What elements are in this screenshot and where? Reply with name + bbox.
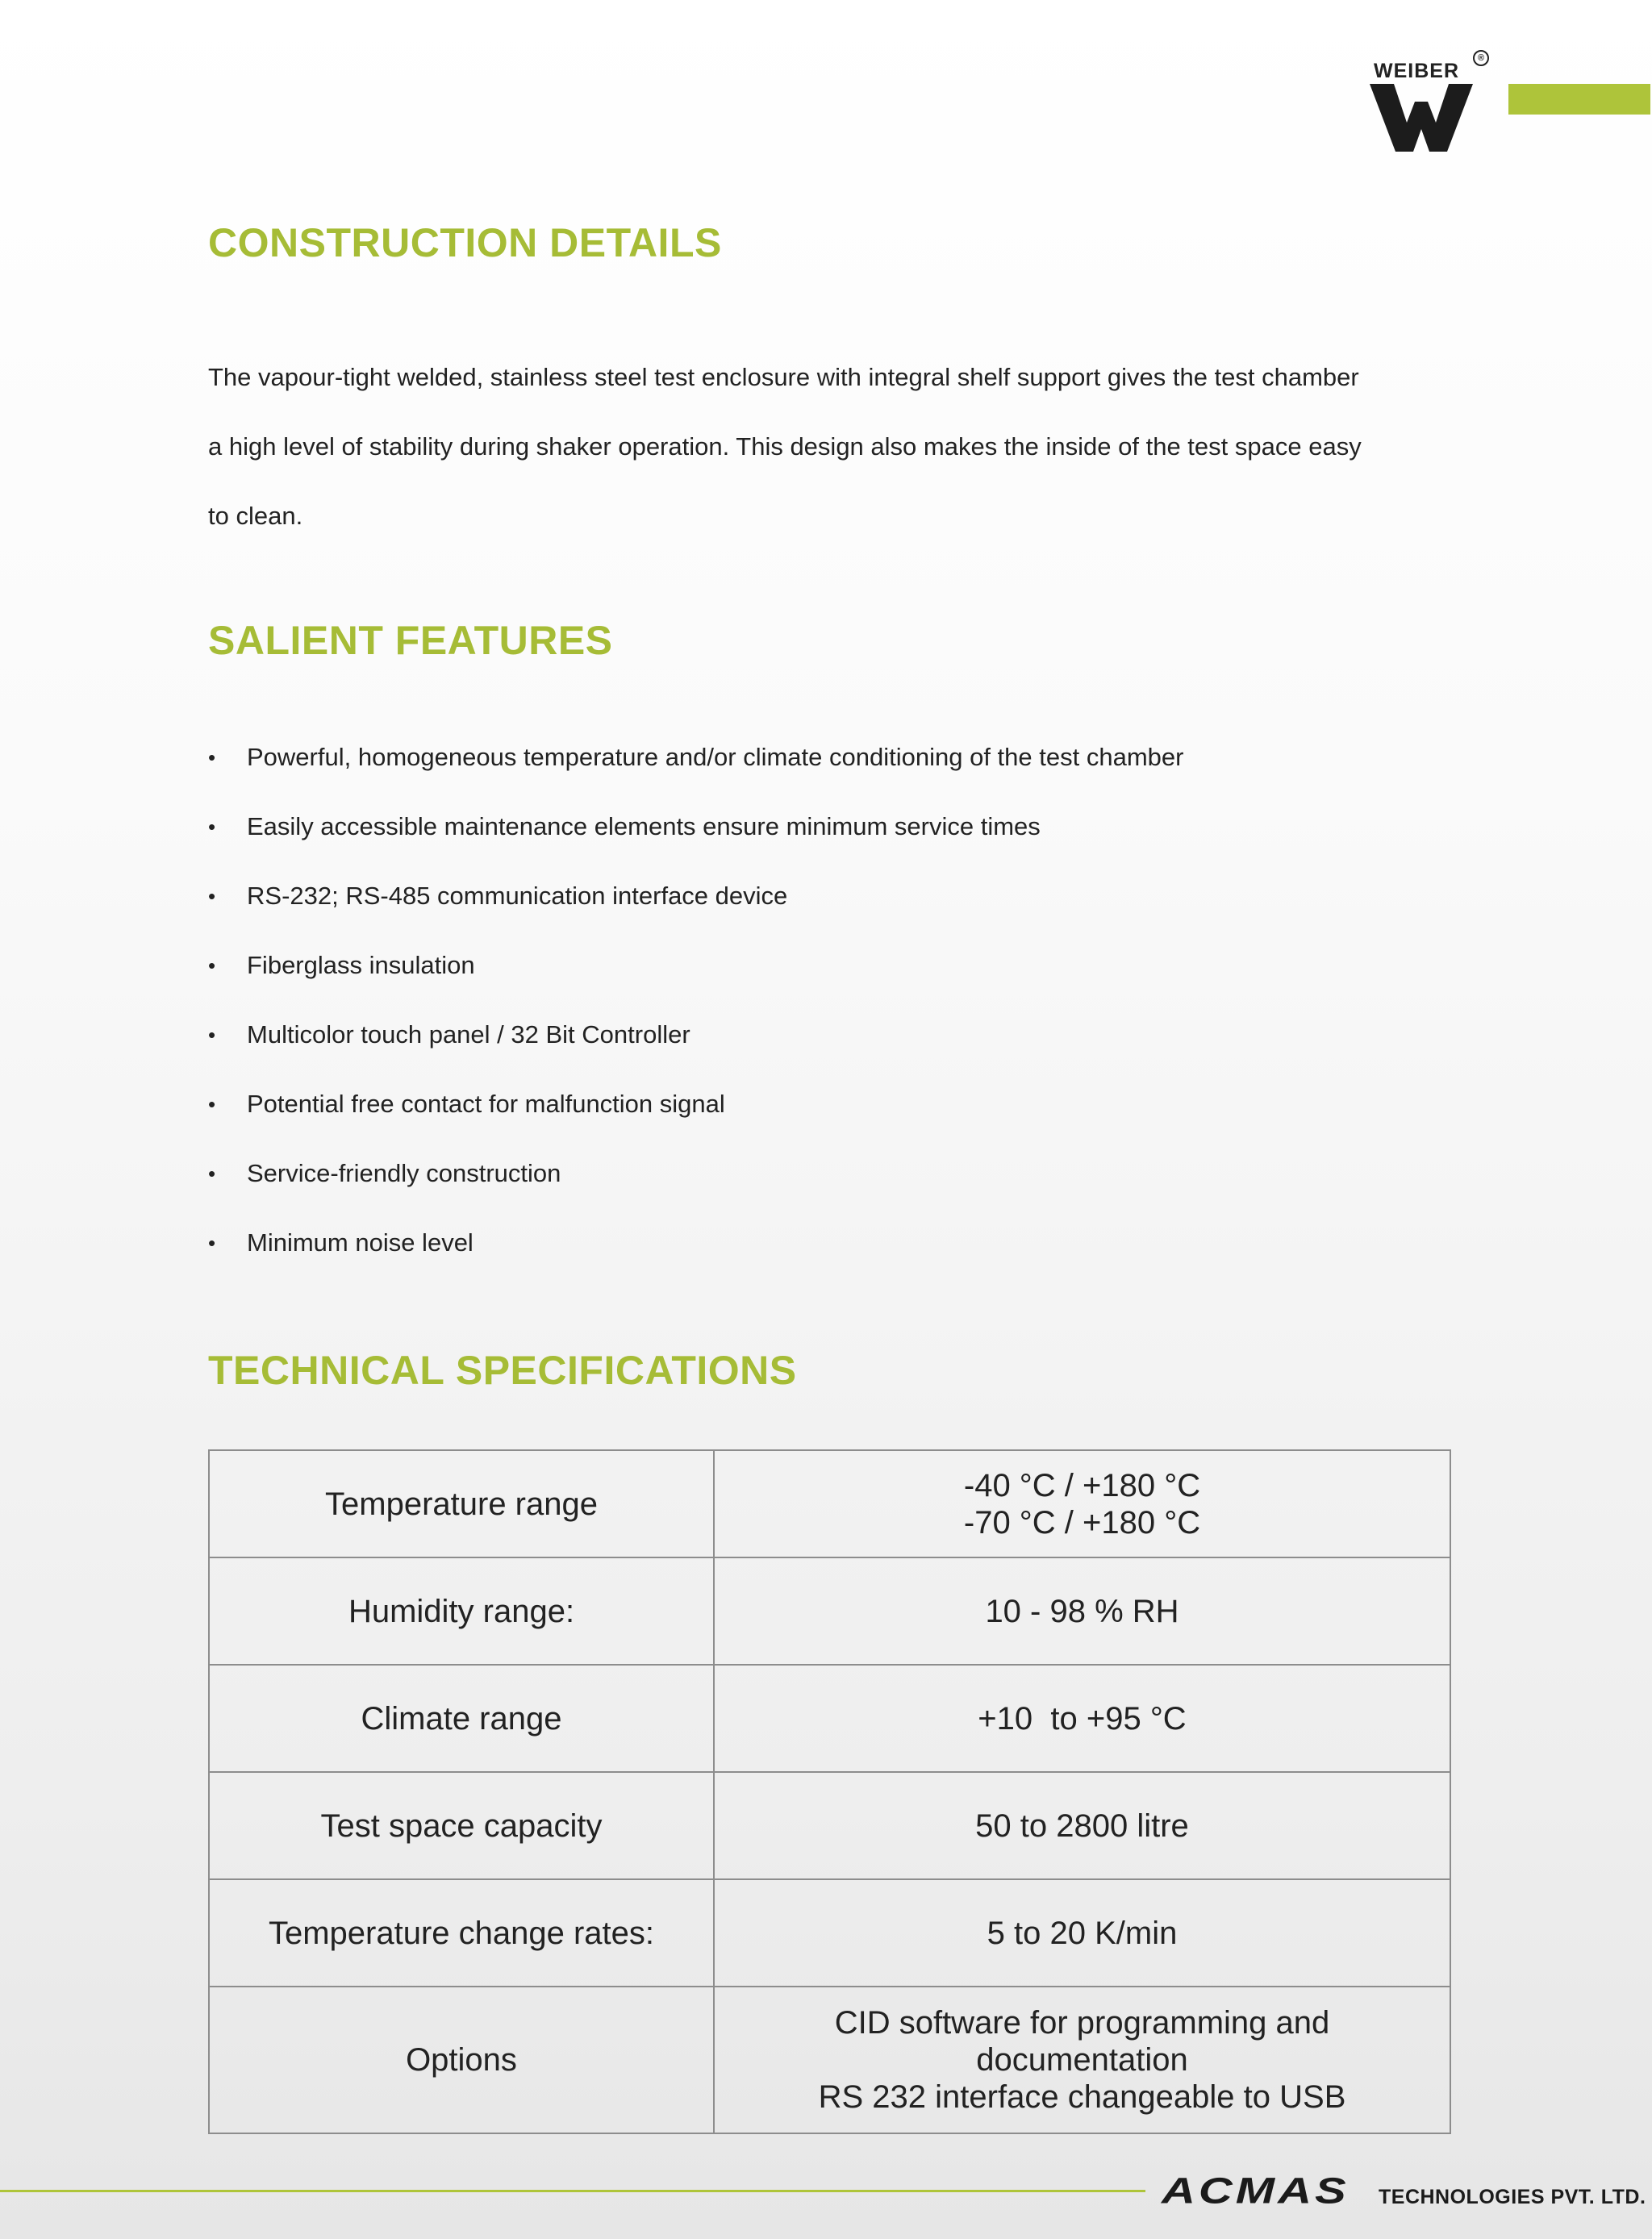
bullet-icon: • <box>208 884 216 908</box>
bullet-icon: • <box>208 1092 216 1116</box>
footer-divider <box>0 2190 1145 2192</box>
list-item <box>208 723 1466 792</box>
spec-value-line: CID software for programming and <box>834 2005 1330 2041</box>
feature-text: Potential free contact for malfunction signal <box>247 1090 725 1118</box>
spec-value-line: 5 to 20 K/min <box>987 1915 1178 1951</box>
spec-label: Humidity range: <box>209 1557 714 1665</box>
feature-text: RS-232; RS-485 communication interface device <box>247 882 788 910</box>
paragraph-line: a high level of stability during shaker operation. This design also makes the inside of the test space easy <box>208 432 1362 461</box>
list-item <box>208 931 1466 1000</box>
registered-mark: ® <box>1473 50 1489 66</box>
table-row <box>209 1987 1450 2133</box>
w-emblem-icon <box>1370 84 1473 152</box>
feature-text: Minimum noise level <box>247 1228 473 1257</box>
list-item <box>208 861 1466 931</box>
spec-value <box>714 1879 1450 1987</box>
table-row <box>209 1772 1450 1879</box>
bullet-icon: • <box>208 1231 216 1255</box>
table-row <box>209 1879 1450 1987</box>
paragraph-line: to clean. <box>208 502 303 530</box>
features-heading: SALIENT FEATURES <box>208 618 613 663</box>
bullet-icon: • <box>208 745 216 769</box>
list-item <box>208 792 1466 861</box>
feature-text: Service-friendly construction <box>247 1159 561 1187</box>
spec-value <box>714 1987 1450 2133</box>
spec-value <box>714 1772 1450 1879</box>
table-row <box>209 1557 1450 1665</box>
company-name: TECHNOLOGIES PVT. LTD. <box>1379 2186 1646 2208</box>
construction-heading: CONSTRUCTION DETAILS <box>208 220 722 265</box>
feature-text: Fiberglass insulation <box>247 951 475 979</box>
spec-label: Climate range <box>209 1665 714 1772</box>
acmas-logo: ACMAS <box>1162 2170 1350 2212</box>
spec-value-line: RS 232 interface changeable to USB <box>818 2079 1346 2115</box>
spec-value-line: documentation <box>976 2042 1188 2078</box>
spec-value <box>714 1450 1450 1557</box>
spec-label: Temperature range <box>209 1450 714 1557</box>
feature-text: Multicolor touch panel / 32 Bit Controller <box>247 1020 690 1049</box>
table-row <box>209 1665 1450 1772</box>
list-item <box>208 1069 1466 1139</box>
spec-value-line: -70 °C / +180 °C <box>963 1504 1201 1541</box>
construction-paragraph <box>208 343 1466 551</box>
list-item <box>208 1000 1466 1069</box>
specs-table <box>208 1449 1451 2134</box>
spec-label: Test space capacity <box>209 1772 714 1879</box>
header-accent-bar <box>1508 84 1650 115</box>
specs-heading: TECHNICAL SPECIFICATIONS <box>208 1348 797 1393</box>
paragraph-line: The vapour-tight welded, stainless steel test enclosure with integral shelf support gives the test chamber <box>208 363 1359 391</box>
spec-value-line: -40 °C / +180 °C <box>963 1467 1201 1503</box>
bullet-icon: • <box>208 1023 216 1047</box>
features-list <box>208 723 1466 1278</box>
list-item <box>208 1208 1466 1278</box>
bullet-icon: • <box>208 815 216 839</box>
spec-label: Temperature change rates: <box>209 1879 714 1987</box>
table-row <box>209 1450 1450 1557</box>
bullet-icon: • <box>208 953 216 978</box>
spec-label: Options <box>209 1987 714 2133</box>
weiber-logo <box>1363 50 1489 155</box>
spec-value-line: +10 to +95 °C <box>978 1700 1187 1737</box>
list-item <box>208 1139 1466 1208</box>
spec-value <box>714 1557 1450 1665</box>
bullet-icon: • <box>208 1161 216 1186</box>
feature-text: Powerful, homogeneous temperature and/or climate conditioning of the test chamber <box>247 743 1184 771</box>
spec-value-line: 10 - 98 % RH <box>985 1593 1179 1629</box>
spec-value-line: 50 to 2800 litre <box>975 1807 1189 1844</box>
feature-text: Easily accessible maintenance elements ensure minimum service times <box>247 812 1041 840</box>
spec-value <box>714 1665 1450 1772</box>
brand-name: WEIBER <box>1374 60 1459 82</box>
